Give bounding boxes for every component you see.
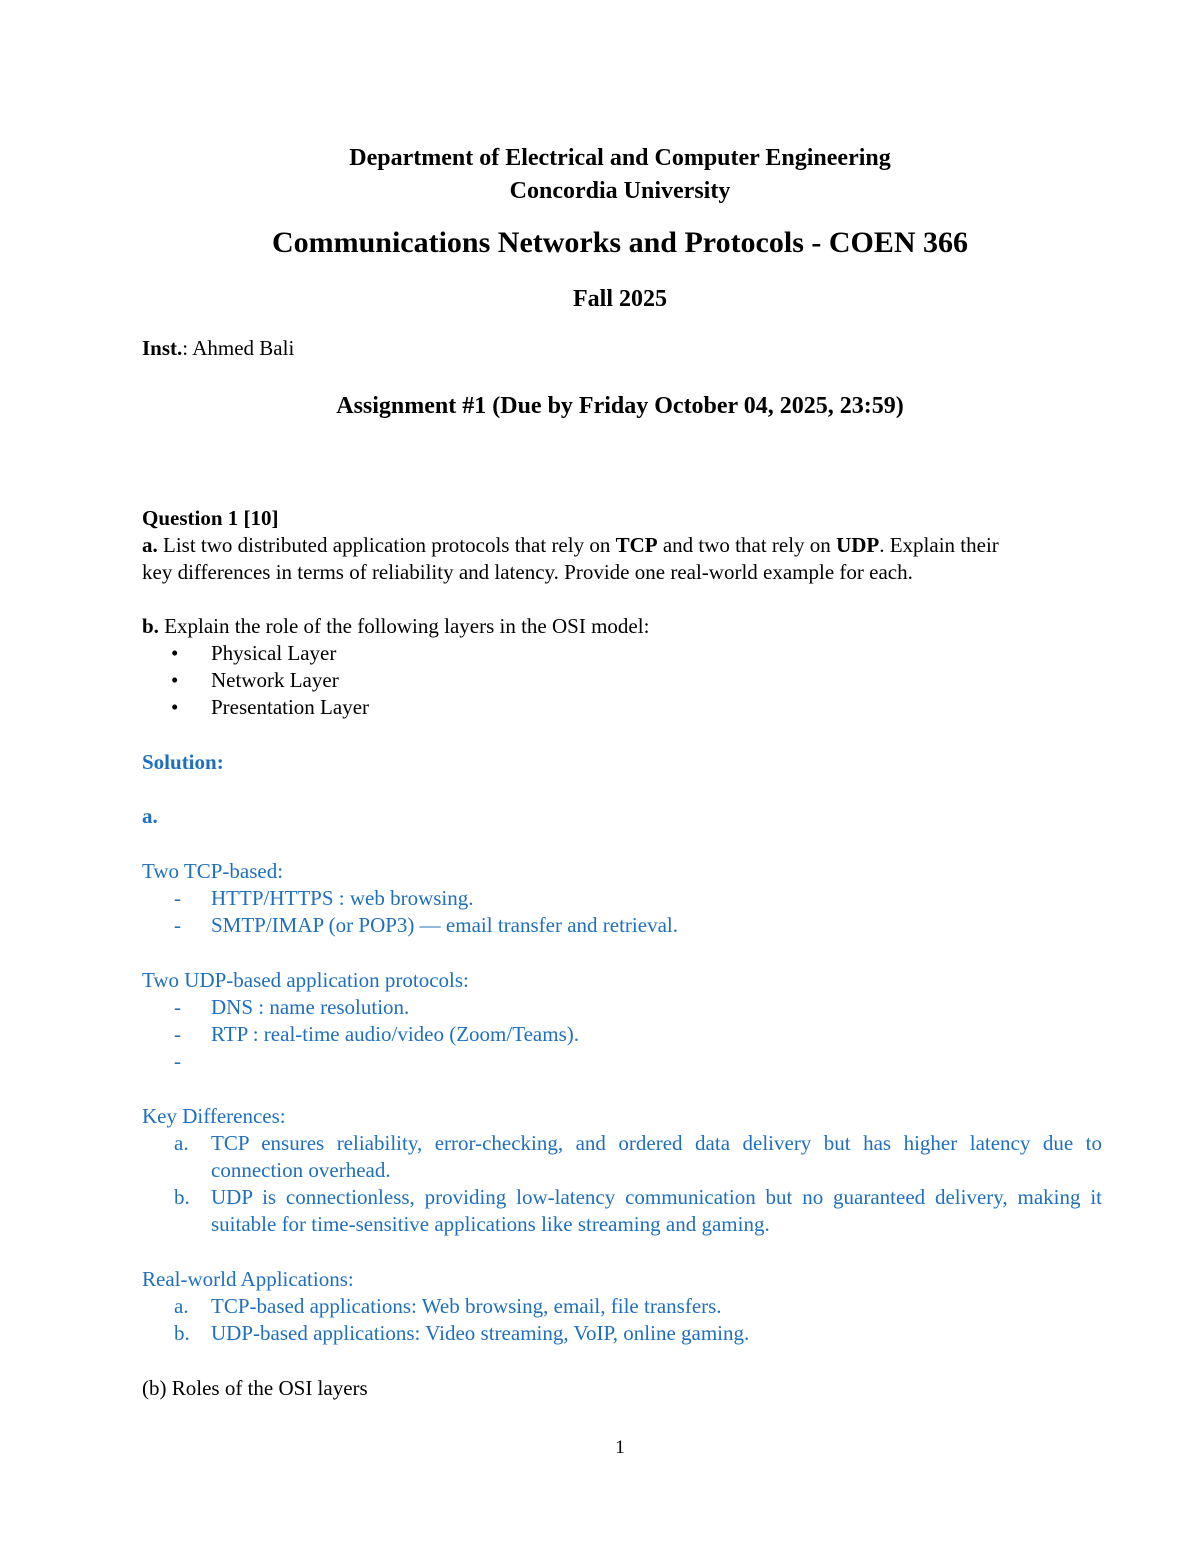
application-text: UDP-based applications: Video streaming, VoIP, online gaming. <box>211 1321 750 1345</box>
page-number: 1 <box>615 1437 625 1458</box>
instructor-name: : Ahmed Bali <box>182 336 295 360</box>
part-a-text: List two distributed application protocols that rely on <box>157 533 616 557</box>
list-item <box>174 1320 1102 1347</box>
list-item <box>174 1293 1102 1320</box>
course-title: Communications Networks and Protocols - COEN 366 <box>271 226 969 259</box>
dash-icon: - <box>174 1049 181 1073</box>
bullet-icon: • <box>171 668 179 692</box>
term-heading: Fall 2025 <box>573 286 667 312</box>
list-item <box>171 694 369 721</box>
layer-name: Physical Layer <box>211 641 337 665</box>
list-marker: a. <box>174 1131 189 1155</box>
bullet-icon: • <box>171 641 179 665</box>
question-part-b <box>142 613 649 640</box>
assignment-title: Assignment #1 (Due by Friday October 04, 2025, 23:59) <box>336 393 904 419</box>
dash-icon: - <box>174 995 181 1019</box>
question-part-a-line1 <box>142 532 999 559</box>
differences-heading: Key Differences: <box>142 1104 286 1128</box>
udp-protocol: RTP : real-time audio/video (Zoom/Teams). <box>211 1022 579 1046</box>
dash-icon: - <box>174 913 181 937</box>
udp-heading: Two UDP-based application protocols: <box>142 968 469 992</box>
solution-part-a-label: a. <box>142 804 158 828</box>
list-item <box>171 640 336 667</box>
application-text: TCP-based applications: Web browsing, email, file transfers. <box>211 1294 722 1318</box>
tcp-protocol: SMTP/IMAP (or POP3) — email transfer and retrieval. <box>211 913 678 937</box>
difference-text: TCP ensures reliability, error-checking, and ordered data delivery but has higher latency due to connection overhead. <box>211 1131 1102 1182</box>
instructor-label: Inst. <box>142 336 183 360</box>
solution-title: Solution: <box>142 750 224 774</box>
list-marker: b. <box>174 1185 190 1209</box>
list-item <box>174 1130 1102 1184</box>
difference-text: UDP is connectionless, providing low-latency communication but no guaranteed delivery, making it suitable for time-sensitive applications like streaming and gaming. <box>211 1185 1102 1236</box>
list-item <box>174 1184 1102 1238</box>
part-a-label: a. <box>142 533 158 557</box>
tcp-keyword: TCP <box>615 533 658 557</box>
list-item <box>174 1021 579 1048</box>
list-item <box>174 994 409 1021</box>
list-item <box>174 912 678 939</box>
university-heading: Concordia University <box>509 178 731 204</box>
department-heading: Department of Electrical and Computer Engineering <box>349 145 891 171</box>
dash-icon: - <box>174 886 181 910</box>
applications-heading: Real-world Applications: <box>142 1267 354 1291</box>
list-marker: a. <box>174 1294 189 1318</box>
question-part-a-line2: key differences in terms of reliability and latency. Provide one real-world example for each. <box>142 560 913 584</box>
bullet-icon: • <box>171 695 179 719</box>
udp-keyword: UDP <box>836 533 880 557</box>
question-title: Question 1 [10] <box>142 506 279 530</box>
part-a-text: . Explain their <box>879 533 999 557</box>
list-item <box>174 885 474 912</box>
tcp-protocol: HTTP/HTTPS : web browsing. <box>211 886 474 910</box>
list-item <box>171 667 339 694</box>
part-b-label: b. <box>142 614 159 638</box>
part-b-heading: (b) Roles of the OSI layers <box>142 1376 368 1400</box>
layer-name: Network Layer <box>211 668 339 692</box>
part-b-text: Explain the role of the following layers in the OSI model: <box>158 614 650 638</box>
list-marker: b. <box>174 1321 190 1345</box>
instructor-line <box>142 335 294 362</box>
udp-protocol: DNS : name resolution. <box>211 995 410 1019</box>
list-item <box>174 1048 211 1075</box>
part-a-text: and two that rely on <box>657 533 837 557</box>
dash-icon: - <box>174 1022 181 1046</box>
layer-name: Presentation Layer <box>211 695 370 719</box>
tcp-heading: Two TCP-based: <box>142 859 284 883</box>
